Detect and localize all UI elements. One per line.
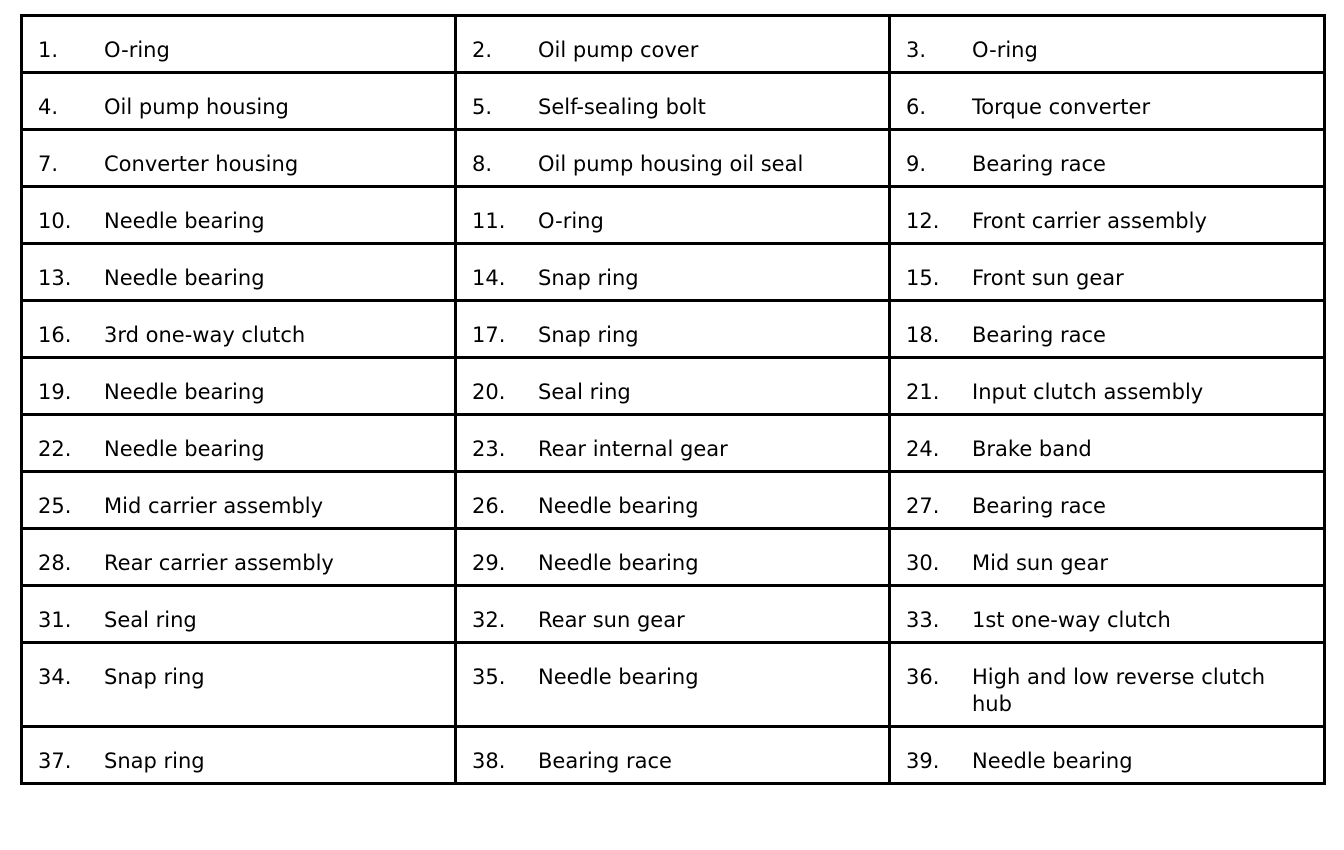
part-name: Brake band (972, 437, 1092, 461)
table-row (22, 472, 1325, 529)
part-name: Needle bearing (538, 494, 699, 518)
part-number: 6. (906, 95, 927, 119)
table-row (22, 130, 1325, 187)
table-cell (890, 358, 1325, 415)
part-number: 18. (906, 323, 940, 347)
part-number: 35. (472, 665, 506, 689)
part-name: Mid carrier assembly (104, 494, 324, 518)
part-name: Converter housing (104, 152, 299, 176)
table-cell (456, 643, 890, 727)
part-number: 10. (38, 209, 72, 233)
table-cell (22, 643, 456, 727)
part-name: Seal ring (538, 380, 631, 404)
part-number: 5. (472, 95, 493, 119)
part-name: 1st one-way clutch (972, 608, 1171, 632)
part-number: 21. (906, 380, 940, 404)
table-cell (890, 529, 1325, 586)
part-name: Needle bearing (972, 749, 1133, 773)
table-cell (22, 130, 456, 187)
part-name: Snap ring (104, 749, 205, 773)
part-name: Snap ring (104, 665, 205, 689)
table-cell (22, 472, 456, 529)
part-number: 27. (906, 494, 940, 518)
table-cell (456, 301, 890, 358)
table-cell (22, 187, 456, 244)
part-name: Mid sun gear (972, 551, 1108, 575)
table-row (22, 358, 1325, 415)
part-name: Self-sealing bolt (538, 95, 706, 119)
part-number: 7. (38, 152, 59, 176)
part-number: 20. (472, 380, 506, 404)
part-number: 3. (906, 38, 927, 62)
part-number: 26. (472, 494, 506, 518)
table-cell (456, 73, 890, 130)
table-cell (456, 727, 890, 784)
table-cell (890, 643, 1325, 727)
part-number: 29. (472, 551, 506, 575)
part-number: 19. (38, 380, 72, 404)
part-number: 14. (472, 266, 506, 290)
table-cell (890, 130, 1325, 187)
parts-legend-table (20, 14, 1326, 785)
part-name: Oil pump cover (538, 38, 699, 62)
part-name: O-ring (538, 209, 604, 233)
part-number: 28. (38, 551, 72, 575)
part-number: 12. (906, 209, 940, 233)
table-cell (22, 16, 456, 73)
part-name: Seal ring (104, 608, 197, 632)
table-row (22, 187, 1325, 244)
part-name: Oil pump housing (104, 95, 289, 119)
part-name: Needle bearing (538, 665, 699, 689)
part-name: Needle bearing (104, 209, 265, 233)
part-number: 8. (472, 152, 493, 176)
part-number: 31. (38, 608, 72, 632)
table-cell (22, 415, 456, 472)
table-cell (456, 130, 890, 187)
table-row (22, 529, 1325, 586)
part-number: 36. (906, 665, 940, 689)
table-cell (890, 16, 1325, 73)
table-cell (22, 358, 456, 415)
part-number: 33. (906, 608, 940, 632)
table-cell (890, 73, 1325, 130)
part-number: 30. (906, 551, 940, 575)
part-name: Needle bearing (104, 266, 265, 290)
part-number: 23. (472, 437, 506, 461)
part-number: 11. (472, 209, 506, 233)
table-cell (456, 529, 890, 586)
part-number: 16. (38, 323, 72, 347)
part-name: Rear carrier assembly (104, 551, 334, 575)
table-row (22, 415, 1325, 472)
part-name: Oil pump housing oil seal (538, 152, 804, 176)
table-cell (456, 16, 890, 73)
part-number: 34. (38, 665, 72, 689)
table-row (22, 73, 1325, 130)
part-name: Front sun gear (972, 266, 1124, 290)
part-name: Needle bearing (104, 380, 265, 404)
part-number: 25. (38, 494, 72, 518)
part-name: Bearing race (538, 749, 672, 773)
part-number: 22. (38, 437, 72, 461)
table-cell (890, 472, 1325, 529)
part-name: Needle bearing (104, 437, 265, 461)
part-number: 17. (472, 323, 506, 347)
table-cell (890, 244, 1325, 301)
table-cell (22, 586, 456, 643)
part-name: Torque converter (972, 95, 1151, 119)
table-cell (456, 472, 890, 529)
part-number: 9. (906, 152, 927, 176)
part-name: Snap ring (538, 323, 639, 347)
table-cell (456, 415, 890, 472)
part-number: 32. (472, 608, 506, 632)
part-number: 1. (38, 38, 59, 62)
table-cell (22, 301, 456, 358)
part-name: Rear internal gear (538, 437, 728, 461)
part-name: O-ring (972, 38, 1038, 62)
part-number: 38. (472, 749, 506, 773)
part-number: 39. (906, 749, 940, 773)
table-cell (456, 244, 890, 301)
part-name: Needle bearing (538, 551, 699, 575)
part-name: Bearing race (972, 152, 1106, 176)
part-number: 4. (38, 95, 59, 119)
part-name: Bearing race (972, 323, 1106, 347)
table-cell (890, 586, 1325, 643)
table-cell (890, 415, 1325, 472)
part-number: 37. (38, 749, 72, 773)
table-cell (22, 529, 456, 586)
table-row (22, 727, 1325, 784)
table-cell (890, 187, 1325, 244)
table-cell (22, 244, 456, 301)
part-name: Snap ring (538, 266, 639, 290)
table-cell (456, 586, 890, 643)
table-cell (456, 187, 890, 244)
part-name: Input clutch assembly (972, 380, 1204, 404)
part-number: 24. (906, 437, 940, 461)
part-name: Bearing race (972, 494, 1106, 518)
table-row (22, 586, 1325, 643)
part-name: High and low reverse clutch hub (972, 665, 1266, 716)
table-cell (890, 727, 1325, 784)
table-cell (456, 358, 890, 415)
table-cell (22, 73, 456, 130)
part-name: Front carrier assembly (972, 209, 1207, 233)
part-number: 13. (38, 266, 72, 290)
part-name: Rear sun gear (538, 608, 685, 632)
part-name: 3rd one-way clutch (104, 323, 306, 347)
table-cell (22, 727, 456, 784)
table-row (22, 244, 1325, 301)
table-cell (890, 301, 1325, 358)
table-row (22, 301, 1325, 358)
table-row (22, 643, 1325, 727)
table-row (22, 16, 1325, 73)
part-number: 2. (472, 38, 493, 62)
part-number: 15. (906, 266, 940, 290)
part-name: O-ring (104, 38, 170, 62)
